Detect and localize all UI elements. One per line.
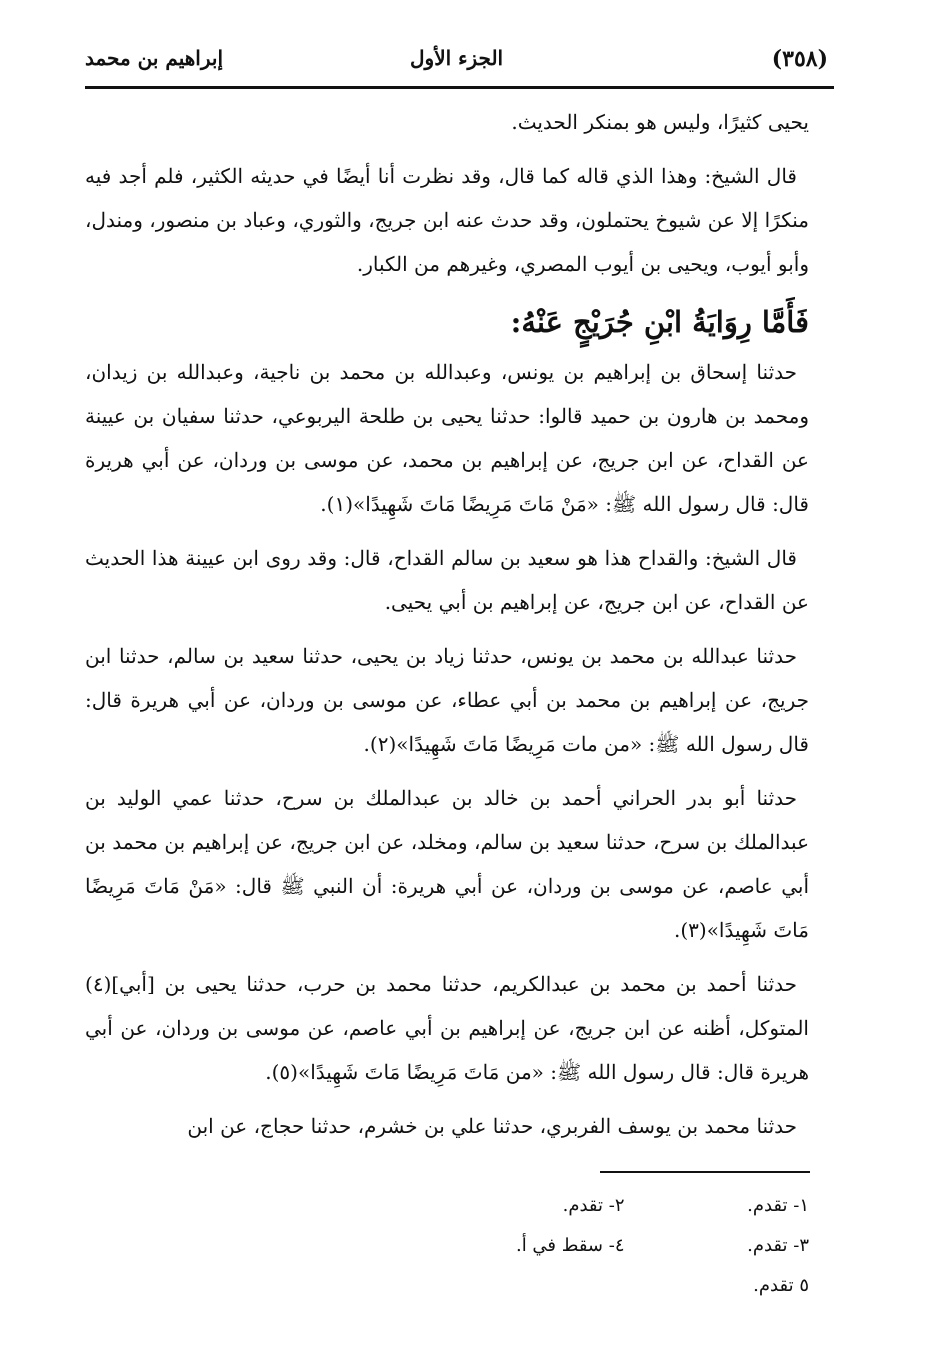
- paragraph: حدثنا أحمد بن محمد بن عبدالكريم، حدثنا محمد بن حرب، حدثنا يحيى بن [أبي](٤) المتوكل، أظنه عن ابن جريج، عن إبراهيم بن أبي عاصم، عن موسى بن وردان، عن أبي هريرة قال: قال رسول الله ﷺ: «من مَاتَ مَرِيضًا مَاتَ شَهِيدًا»(٥).: [85, 972, 809, 1084]
- paragraph: حدثنا عبدالله بن محمد بن يونس، حدثنا زياد بن يحيى، حدثنا سعيد بن سالم، حدثنا ابن جريج، عن إبراهيم بن محمد بن أبي عطاء، عن موسى بن وردان، عن أبي هريرة قال: قال رسول الله ﷺ: «من مات مَرِيضًا مَاتَ شَهِيدًا»(٢).: [85, 644, 809, 756]
- main-text: [85, 100, 809, 1158]
- header-rule: [85, 86, 834, 89]
- volume-title: الجزء الأول: [410, 46, 504, 70]
- paragraph: قال الشيخ: والقداح هذا هو سعيد بن سالم القداح، قال: وقد روى ابن عيينة هذا الحديث عن القداح، عن ابن جريج، عن إبراهيم بن أبي يحيى.: [85, 546, 809, 614]
- footnote: ٢- تقدم.: [562, 1195, 625, 1216]
- footnote-rule: [600, 1171, 810, 1173]
- footnote-row: [440, 1186, 809, 1226]
- footnote: ١- تقدم.: [747, 1195, 809, 1216]
- footnote: ٤- سقط في أ.: [515, 1235, 625, 1256]
- running-header: [85, 42, 836, 82]
- paragraph: حدثنا إسحاق بن إبراهيم بن يونس، وعبدالله بن محمد بن ناجية، وعبدالله بن زيدان، ومحمد بن هارون بن حميد قالوا: حدثنا يحيى بن طلحة اليربوعي، حدثنا سفيان بن عيينة عن القداح، عن ابن جريج، عن إبراهيم بن محمد، عن موسى بن وردان، عن أبي هريرة قال: قال رسول الله ﷺ: «مَنْ مَاتَ مَرِيضًا مَاتَ شَهِيدًا»(١).: [85, 360, 809, 516]
- footnote-row: [440, 1266, 809, 1306]
- page-number: (٣٥٨): [771, 46, 828, 72]
- footnote-row: [440, 1226, 809, 1266]
- paragraph: قال الشيخ: وهذا الذي قاله كما قال، وقد نظرت أنا أيضًا في حديثه الكثير، فلم أجد فيه منكرًا إلا عن شيوخ يحتملون، وقد حدث عنه ابن جريج، والثوري، وعباد بن منصور، ومندل، وأبو أيوب، ويحيى بن أيوب المصري، وغيرهم من الكبار.: [85, 164, 809, 276]
- footnote: ٥ تقدم.: [753, 1275, 809, 1296]
- paragraph: حدثنا أبو بدر الحراني أحمد بن خالد بن عبدالملك بن سرح، حدثنا عمي الوليد بن عبدالملك بن سرح، حدثنا سعيد بن سالم، ومخلد، عن ابن جريج، عن إبراهيم بن محمد بن أبي عاصم، عن موسى بن وردان، عن أبي هريرة: أن النبي ﷺ قال: «مَنْ مَاتَ مَرِيضًا مَاتَ شَهِيدًا»(٣).: [85, 786, 810, 942]
- entry-name: إبراهيم بن محمد: [85, 46, 224, 70]
- paragraph: يحيى كثيرًا، وليس هو بمنكر الحديث.: [511, 110, 809, 134]
- paragraph: حدثنا محمد بن يوسف الفربري، حدثنا علي بن خشرم، حدثنا حجاج، عن ابن: [187, 1114, 797, 1138]
- footnotes: [440, 1186, 809, 1306]
- footnote: ٣- تقدم.: [747, 1235, 809, 1256]
- section-heading: فَأَمَّا رِوَايَةُ ابْنِ جُرَيْجٍ عَنْهُ:: [510, 305, 809, 339]
